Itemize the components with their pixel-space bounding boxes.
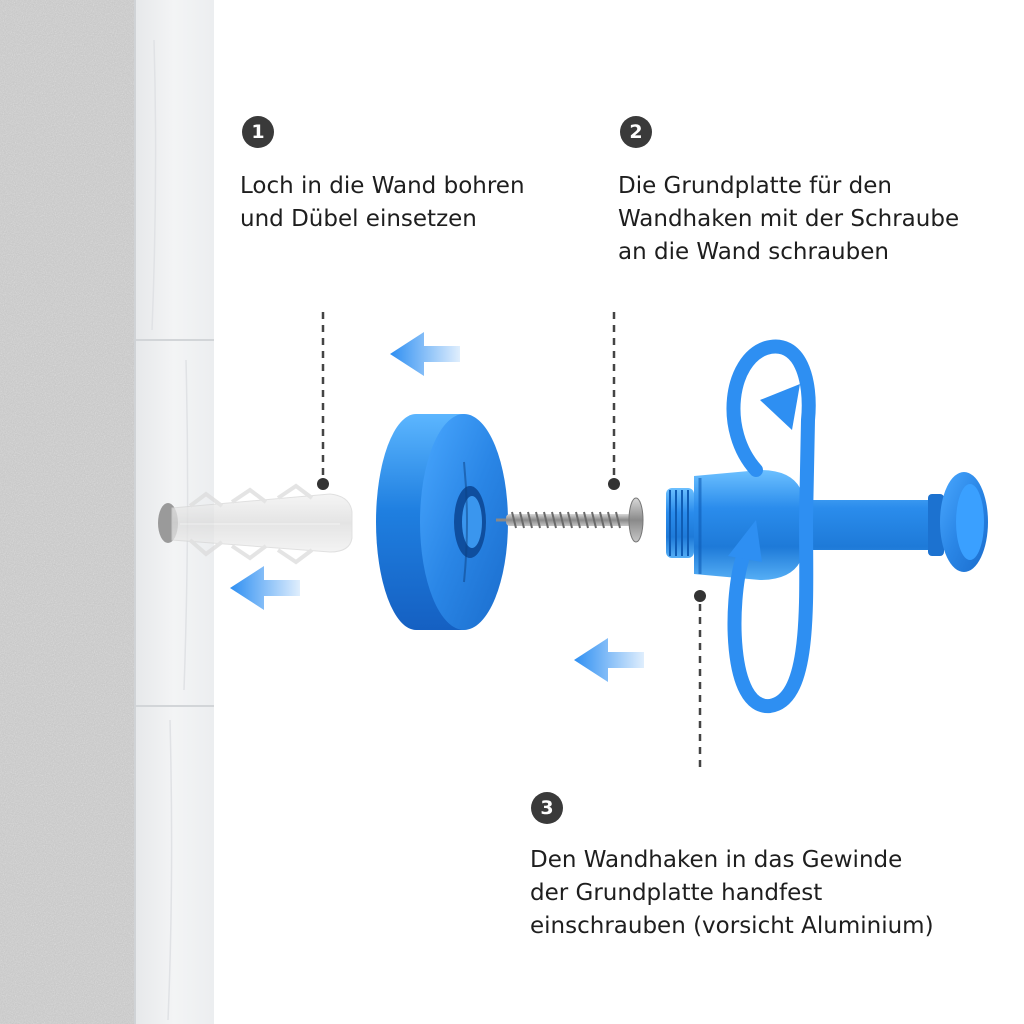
left-arrow-icon	[574, 638, 644, 682]
step-3-line-2: der Grundplatte handfest	[530, 880, 823, 906]
step-3-line-3: einschrauben (vorsicht Aluminium)	[530, 913, 934, 939]
step-1-line-2: und Dübel einsetzen	[240, 206, 477, 232]
step-2-text	[618, 170, 959, 269]
guide-dot-3	[694, 590, 706, 602]
round-base-plate-icon	[376, 414, 508, 630]
step-1-text	[240, 170, 525, 236]
step-1-line-1: Loch in die Wand bohren	[240, 173, 525, 199]
guide-dot-1	[317, 478, 329, 490]
step-2-line-3: an die Wand schrauben	[618, 239, 889, 265]
wall-plug-icon	[172, 486, 352, 562]
step-2-line-1: Die Grundplatte für den	[618, 173, 892, 199]
left-arrow-icon	[390, 332, 460, 376]
step-3-line-1: Den Wandhaken in das Gewinde	[530, 847, 903, 873]
step-2-line-2: Wandhaken mit der Schraube	[618, 206, 960, 232]
guide-dot-2	[608, 478, 620, 490]
step-3-badge: 3	[531, 792, 563, 824]
left-arrow-icon	[230, 566, 300, 610]
step-1-badge: 1	[242, 116, 274, 148]
step-2-badge: 2	[620, 116, 652, 148]
wood-screw-icon	[496, 498, 643, 542]
step-3-text	[530, 844, 934, 943]
cylindrical-wall-hook-icon	[666, 470, 988, 580]
